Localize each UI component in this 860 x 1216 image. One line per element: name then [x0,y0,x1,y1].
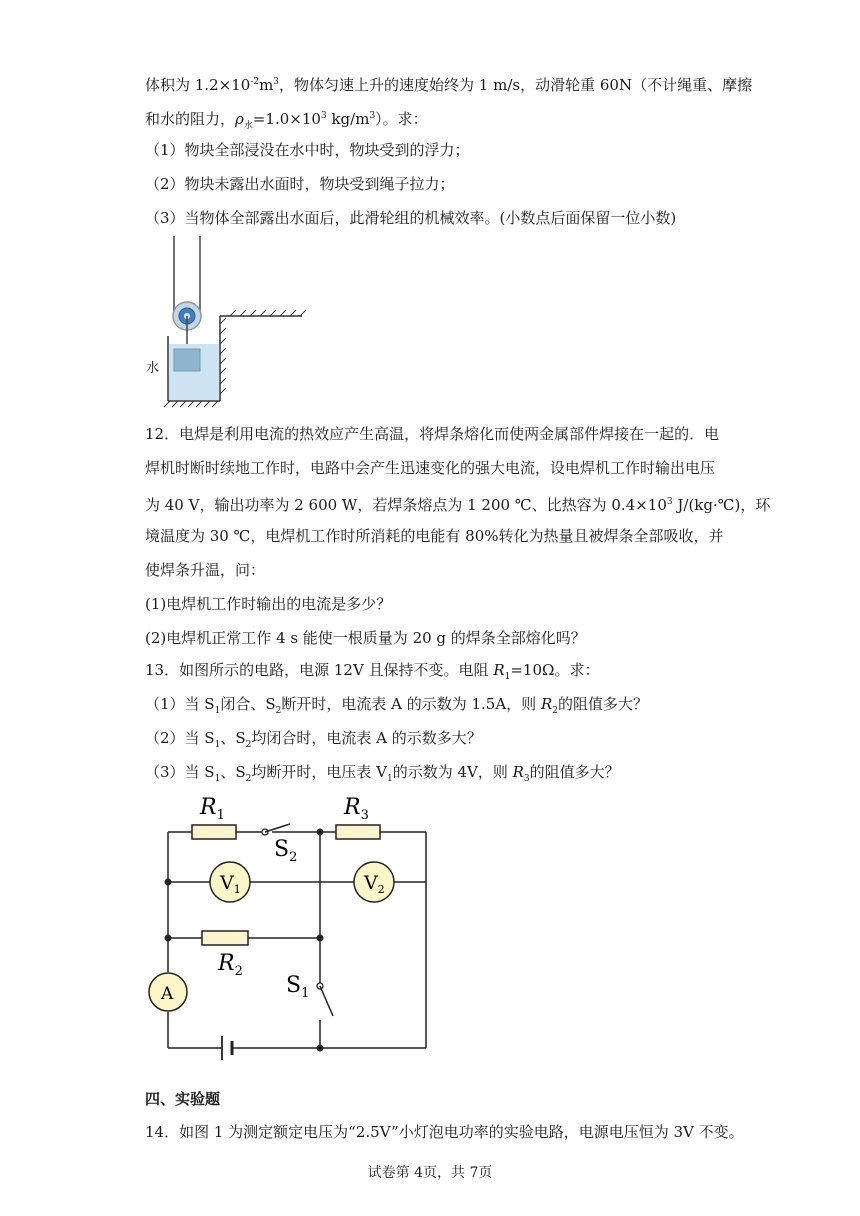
switch-s2-blade [265,824,290,832]
resistor-r1 [192,825,236,839]
label-r2: $R_2$ [218,951,243,979]
q14-line1: 14．如图 1 为测定额定电压为“2.5V”小灯泡电功率的实验电路，电源电压恒为 3V 不变。 [145,1123,744,1141]
q13-line1: 13．如图所示的电路，电源 12V 且保持不变。电阻 $R_1=10\Omega$。求： [145,661,600,682]
pulley-figure [140,236,310,411]
resistor-r3 [336,825,380,839]
q12-line2: 焊机时断时续地工作时，电路中会产生迅速变化的强大电流，设电焊机工作时输出电压 [145,459,716,477]
label-r3: $R_3$ [344,795,369,823]
page-footer: 试卷第 4页，共 7页 [367,1165,493,1181]
q11-sub1: （1）物块全部浸没在水中时，物块受到的浮力； [145,141,470,159]
q12-line3: 为 40 V，输出功率为 2 600 W，若焊条熔点为 1 200 ℃、比热容为 $0.4\times 10^3$ J/(kg·℃)，环 [145,496,771,514]
q13-sub3: （3）当 $S_1$、$S_2$均断开时，电压表 $V_1$的示数为 4V，则 $R_3$的阻值多大？ [145,763,620,784]
q11-line2: 和水的阻力，$\rho_水=1.0\times 10^3$ $kg/m^3$）。求： [145,110,428,131]
q12-line4: 境温度为 30 ℃，电焊机工作时所消耗的电能有 80%转化为热量且被焊条全部吸收，并 [145,527,724,545]
circuit-diagram [140,790,450,1060]
resistor-r2 [202,931,248,945]
water-label: 水 [146,361,160,376]
q13-sub2: （2）当 $S_1$、$S_2$均闭合时，电流表 A 的示数多大？ [145,729,482,750]
q11-sub2: （2）物块未露出水面时，物块受到绳子拉力； [145,175,455,193]
label-v1: $V_1$ [220,872,241,896]
label-r1: $R_1$ [200,795,225,823]
section-heading: 四、实验题 [145,1090,221,1108]
switch-s1-blade [320,986,333,1016]
block [174,349,200,371]
q12-sub1: (1)电焊机工作时输出的电流是多少？ [145,595,392,613]
label-a: A [161,984,174,1004]
q13-sub1: （1）当 $S_1$闭合、$S_2$断开时，电流表 A 的示数为 1.5A，则 $R_2$的阻值多大？ [145,695,648,716]
label-v2: $V_2$ [364,872,385,896]
label-s2: $S_2$ [274,837,298,865]
q11-line1: 体积为 $1.2\times 10^{-2}m^3$，物体匀速上升的速度始终为 1 m/s，动滑轮重 60N（不计绳重、摩擦 [145,76,753,94]
q11-sub3: （3）当物体全部露出水面后，此滑轮组的机械效率。(小数点后面保留一位小数) [145,209,677,227]
label-s1: $S_1$ [286,973,310,1001]
q12-line5: 使焊条升温，问： [145,561,266,579]
q12-line1: 12．电焊是利用电流的热效应产生高温，将焊条熔化而使两金属部件焊接在一起的．电 [145,425,720,443]
q12-sub2: (2)电焊机正常工作 4 s 能使一根质量为 20 g 的焊条全部熔化吗？ [145,629,586,647]
